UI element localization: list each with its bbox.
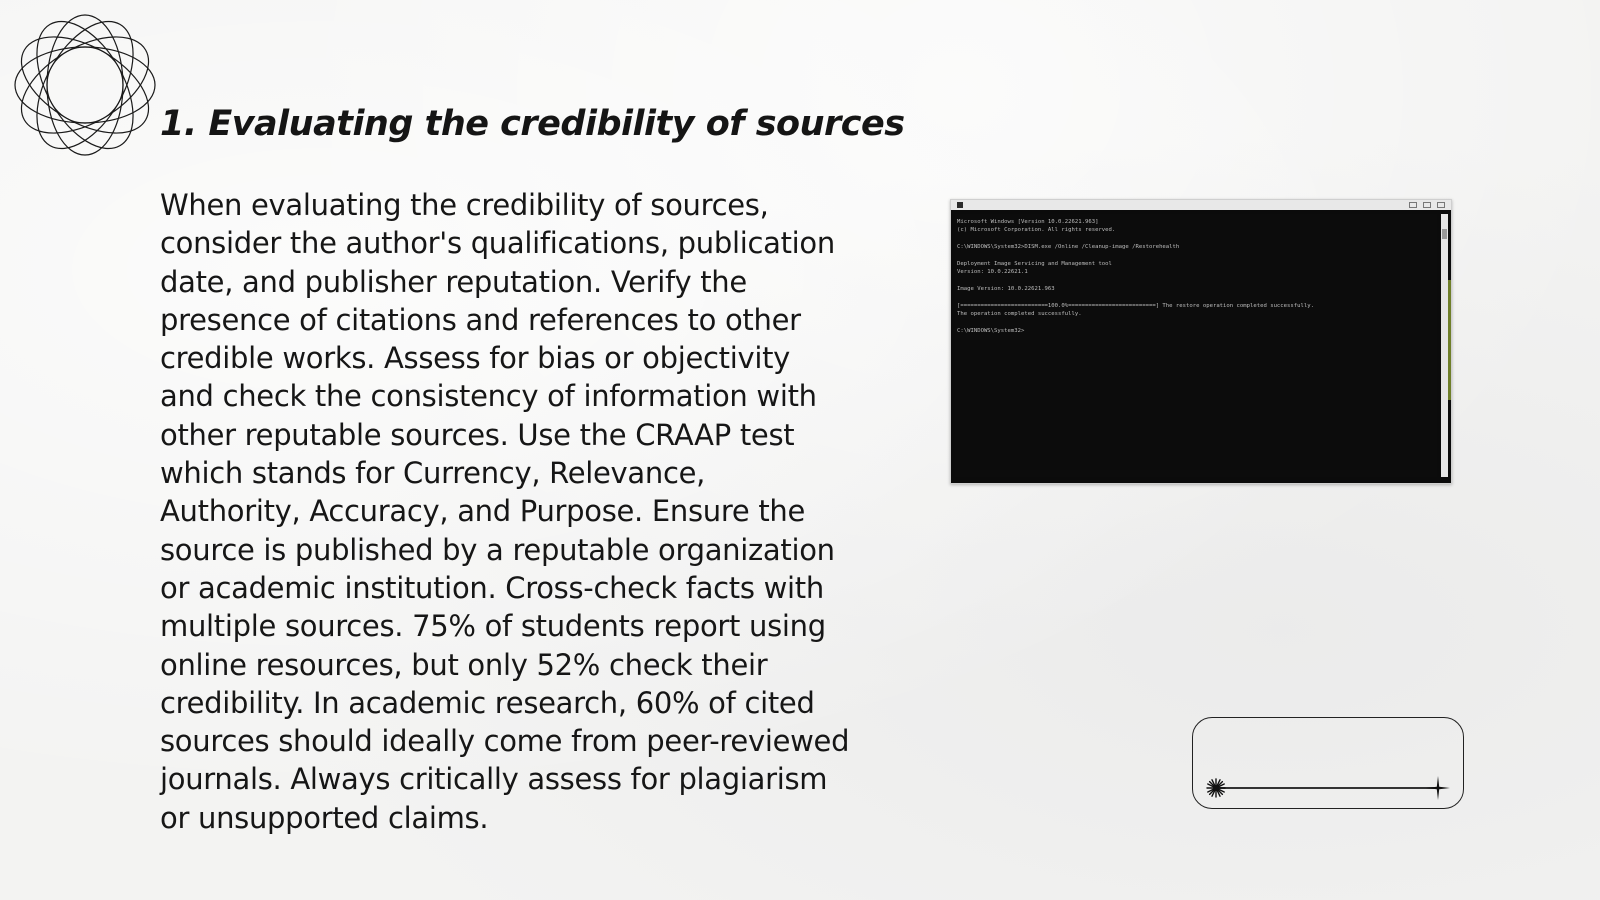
terminal-line: The operation completed successfully. <box>957 311 1082 318</box>
sparkle-cross-icon <box>1425 775 1451 801</box>
slide-title: 1. Evaluating the credibility of sources <box>160 104 905 144</box>
body-paragraph: When evaluating the credibility of sources, consider the author's qualifications, publication date, and publisher reputation. Verify the presence of citations and references to other credible works. Assess for bias or objectivity and check the consistency of information with other reputable sources. Use the CRAAP test which stands for Currency, Relevance, Authority, Accuracy, and Purpose. Ensure the source is published by a reputable organization or academic institution. Cross-check facts with multiple sources. 75% of students report using online resources, but only 52% check their credibility. In academic research, 60% of cited sources should ideally come from peer-reviewed journals. Always critically assess for plagiarism or unsupported claims. <box>160 188 850 835</box>
window-controls <box>1409 202 1445 208</box>
terminal-line: C:\WINDOWS\System32>DISM.exe /Online /Cleanup-image /Restorehealth <box>957 244 1180 251</box>
minimize-icon <box>1409 202 1417 208</box>
terminal-screenshot <box>950 199 1452 484</box>
terminal-line <box>957 277 1435 285</box>
terminal-icon <box>957 202 963 208</box>
starburst-icon <box>1205 777 1227 799</box>
terminal-line <box>957 252 1435 260</box>
terminal-line: (c) Microsoft Corporation. All rights reserved. <box>957 227 1116 234</box>
pill-divider-line <box>1215 787 1439 789</box>
terminal-line: Image Version: 10.0.22621.963 <box>957 286 1055 293</box>
terminal-line <box>957 235 1435 243</box>
decorative-pill-frame <box>1192 717 1464 809</box>
terminal-line: C:\WINDOWS\System32> <box>957 328 1025 335</box>
maximize-icon <box>1423 202 1431 208</box>
terminal-line: Deployment Image Servicing and Management tool <box>957 260 1112 267</box>
terminal-output <box>955 214 1437 477</box>
terminal-line <box>957 294 1435 302</box>
terminal-line <box>957 319 1435 327</box>
terminal-line: Microsoft Windows [Version 10.0.22621.963] <box>957 219 1099 225</box>
terminal-edge-strip <box>1448 280 1451 400</box>
terminal-titlebar <box>951 200 1451 210</box>
terminal-line: [==========================100.0%==========================] The restore operation completed successfully. <box>957 302 1314 309</box>
close-icon <box>1437 202 1445 208</box>
terminal-line: Version: 10.0.22621.1 <box>957 269 1028 276</box>
terminal-scrollbar <box>1441 214 1448 477</box>
interlocking-circles-ornament-icon <box>10 10 160 160</box>
